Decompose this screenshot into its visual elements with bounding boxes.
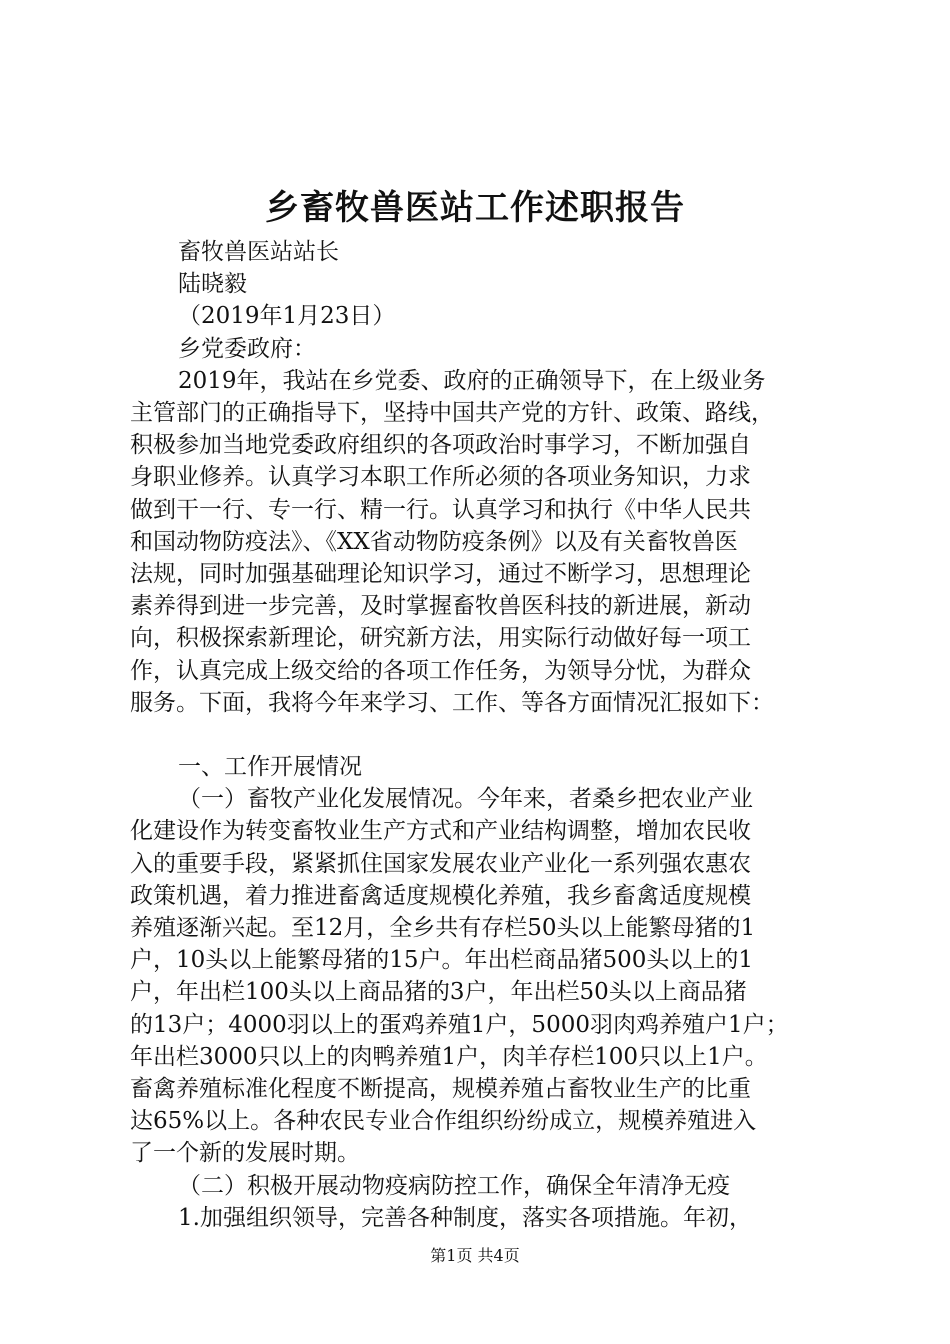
text-line: 入的重要手段，紧紧抓住国家发展农业产业化一系列强农惠农 [130, 850, 751, 877]
page-footer: 第1页 共4页 [430, 1246, 520, 1265]
text-line: （一）畜牧产业化发展情况。今年来，者桑乡把农业产业 [178, 786, 753, 813]
text-line: 做到干一行、专一行、精一行。认真学习和执行《中华人民共 [130, 496, 751, 523]
text-line: 2019年，我站在乡党委、政府的正确领导下，在上级业务 [178, 367, 766, 394]
author-position: 畜牧兽医站站长 [178, 239, 339, 265]
report-date: （2019年1月23日） [178, 303, 396, 330]
text-line: 户，10头以上能繁母猪的15户。年出栏商品猪500头以上的1 [130, 947, 754, 974]
text-line: 主管部门的正确指导下，坚持中国共产党的方针、政策、路线， [130, 400, 774, 427]
paragraph-spacer [130, 719, 840, 751]
text-line: 积极参加当地党委政府组织的各项政治时事学习，不断加强自 [130, 432, 751, 459]
document-title: 乡畜牧兽医站工作述职报告 [265, 188, 685, 228]
text-line: 法规，同时加强基础理论知识学习，通过不断学习，思想理论 [130, 561, 751, 588]
paragraph-intro [130, 365, 840, 719]
salutation: 乡党委政府： [178, 335, 316, 362]
text-line: 了一个新的发展时期。 [130, 1140, 360, 1167]
author-name: 陆晓毅 [178, 271, 247, 298]
paragraph-industrialization [130, 783, 840, 1169]
text-line: 服务。下面，我将今年来学习、工作、等各方面情况汇报如下： [130, 689, 774, 716]
subsection-heading-disease-control: （二）积极开展动物疫病防控工作，确保全年清净无疫 [178, 1172, 730, 1199]
text-line: 和国动物防疫法》、《XX省动物防疫条例》以及有关畜牧兽医 [130, 528, 738, 555]
text-line: 年出栏3000只以上的肉鸭养殖1户，肉羊存栏100只以上1户。 [130, 1043, 768, 1070]
text-line: 的13户；4000羽以上的蛋鸡养殖1户，5000羽肉鸡养殖户1户； [130, 1011, 789, 1038]
text-line: 户，年出栏100头以上商品猪的3户，年出栏50头以上商品猪 [130, 979, 747, 1006]
text-line: 作，认真完成上级交给的各项工作任务，为领导分忧，为群众 [130, 657, 751, 684]
text-line: 素养得到进一步完善，及时掌握畜牧兽医科技的新进展，新动 [130, 593, 751, 620]
text-line: 达65%以上。各种农民专业合作组织纷纷成立，规模养殖进入 [130, 1108, 757, 1135]
text-line: 养殖逐渐兴起。至12月，全乡共有存栏50头以上能繁母猪的1 [130, 915, 756, 942]
text-line: 畜禽养殖标准化程度不断提高，规模养殖占畜牧业生产的比重 [130, 1076, 751, 1103]
text-line: 化建设作为转变畜牧业生产方式和产业结构调整，增加农民收 [130, 818, 751, 845]
text-line: 政策机遇，着力推进畜禽适度规模化养殖，我乡畜禽适度规模 [130, 882, 751, 909]
text-line: 身职业修养。认真学习本职工作所必须的各项业务知识，力求 [130, 464, 751, 491]
document-body [130, 236, 840, 1234]
section-heading-work: 一、工作开展情况 [178, 754, 362, 781]
text-line: 向，积极探索新理论，研究新方法，用实际行动做好每一项工 [130, 625, 751, 652]
list-item-organization: 1.加强组织领导，完善各种制度，落实各项措施。年初， [178, 1204, 752, 1231]
